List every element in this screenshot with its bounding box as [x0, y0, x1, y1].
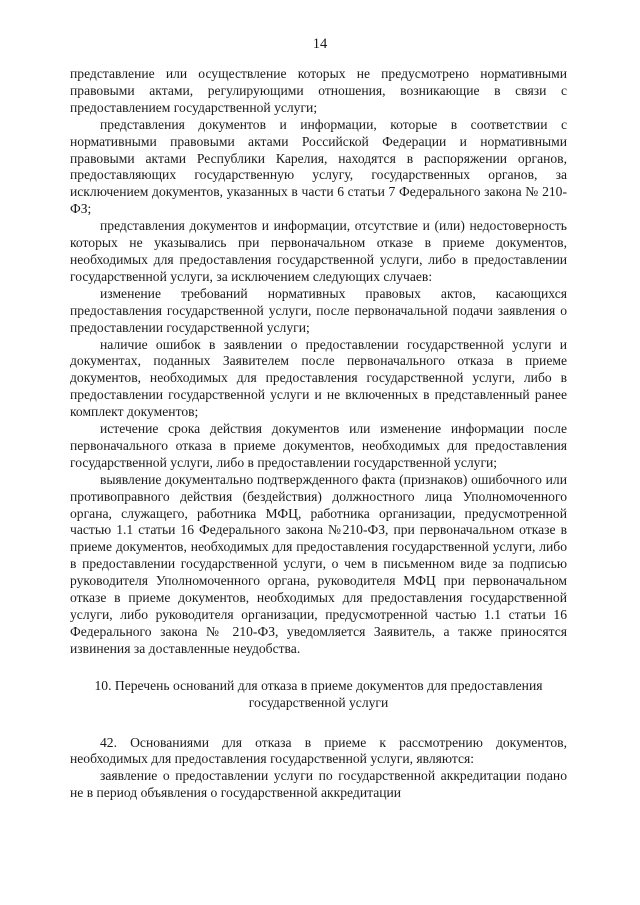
page-number: 14	[312, 36, 328, 52]
paragraph-exception-expiry: истечение срока действия документов или изменение информации после первоначального отказа в приеме документов, необходимых для предоставления государственной услуги, либо в предоставлении государственной услуги;	[70, 421, 567, 470]
paragraph-42-grounds: 42. Основаниями для отказа в приеме к рассмотрению документов, необходимых для предоставления государственной услуги, являются:	[70, 734, 567, 767]
paragraph-exception-requirements-change: изменение требований нормативных правовых актов, касающихся предоставления государственной услуги, после первоначальной подачи заявления о предоставлении государственной услуги;	[70, 285, 567, 335]
paragraph-continuation: представление или осуществление которых не предусмотрено нормативными правовыми актами, регулирующими отношения, возникающие в связи с предоставлением государственной услуги;	[70, 66, 567, 115]
document-body	[70, 66, 567, 802]
paragraph-exception-misconduct: выявление документально подтвержденного факта (признаков) ошибочного или противоправного действия (бездействия) должностного лица Уполномоченного органа, служащего, работника МФЦ, работника организации, предусмотренной частью 1.1 статьи 16 Федерального закона №210-ФЗ, при первоначальном отказе в приеме документов, необходимых для предоставления государственной услуги, либо в предоставлении государственной услуги, о чем в письменном виде за подписью руководителя Уполномоченного органа, руководителя МФЦ при первоначальном отказе в приеме документов, необходимых для предоставления государственной услуги, либо руководителя организации, предусмотренной частью 1.1 статьи 16 Федерального закона № 210-ФЗ, уведомляется Заявитель, а также приносятся извинения за доставленные неудобства.	[70, 471, 567, 656]
paragraph-missing-documents: представления документов и информации, отсутствие и (или) недостоверность которых не указывались при первоначальном отказе в приеме документов, необходимых для предоставления государственной услуги, либо в предоставлении государственной услуги, за исключением следующих случаев:	[70, 218, 567, 284]
paragraph-documents-in-possession: представления документов и информации, которые в соответствии с нормативными правовыми актами Российской Федерации и нормативными правовыми актами Республики Карелия, находятся в распоряжении органов, предоставляющих государственную услугу, государственных органов, за исключением документов, указанных в части 6 статьи 7 Федерального закона № 210-ФЗ;	[70, 116, 567, 217]
paragraph-accreditation-period: заявление о предоставлении услуги по государственной аккредитации подано не в период объявления о государственной аккредитации	[70, 768, 567, 801]
paragraph-exception-errors: наличие ошибок в заявлении о предоставлении государственной услуги и документах, поданных Заявителем после первоначального отказа в приеме документов, необходимых для предоставления государственной услуги, либо в предоставлении государственной услуги и не включенных в представленный ранее комплект документов;	[70, 336, 567, 420]
section-heading: 10. Перечень оснований для отказа в приеме документов для предоставления государственной услуги	[94, 677, 543, 710]
